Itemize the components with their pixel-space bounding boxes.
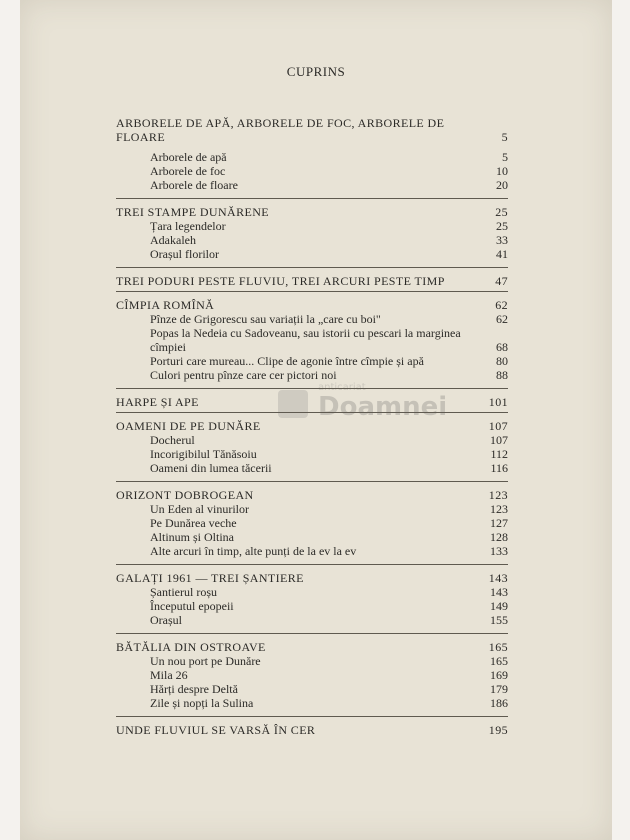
toc-section bbox=[116, 274, 508, 288]
toc-page-number: 80 bbox=[496, 354, 508, 368]
toc-subsection bbox=[116, 682, 508, 696]
toc-subsection-list bbox=[116, 219, 508, 261]
toc-page-number: 47 bbox=[495, 274, 508, 288]
toc-subsection bbox=[116, 150, 508, 164]
toc-section-title: HARPE ȘI APE bbox=[116, 395, 199, 409]
section-divider bbox=[116, 716, 508, 717]
toc-subsection-title: Incorigibilul Tănăsoiu bbox=[150, 447, 257, 461]
toc-subsection bbox=[116, 502, 508, 516]
toc-subsection-title: Pînze de Grigorescu sau variații la „care cu boi" bbox=[150, 312, 381, 326]
toc-subsection-title: Docherul bbox=[150, 433, 195, 447]
toc-section-title: TREI PODURI PESTE FLUVIU, TREI ARCURI PESTE TIMP bbox=[116, 274, 445, 288]
toc-page-number: 68 bbox=[496, 340, 508, 354]
section-divider bbox=[116, 633, 508, 634]
toc-subsection-title: Adakaleh bbox=[150, 233, 196, 247]
toc-subsection bbox=[116, 544, 508, 558]
toc-subsection bbox=[116, 447, 508, 461]
toc-page-number: 179 bbox=[490, 682, 508, 696]
toc-subsection-title: Alte arcuri în timp, alte punți de la ev la ev bbox=[150, 544, 357, 558]
toc-subsection bbox=[116, 233, 508, 247]
toc-subsection-list bbox=[116, 502, 508, 558]
toc-subsection bbox=[116, 696, 508, 710]
toc-section bbox=[116, 723, 508, 737]
toc-subsection bbox=[116, 312, 508, 326]
toc-page-number: 62 bbox=[495, 298, 508, 312]
toc-subsection-title: Orașul florilor bbox=[150, 247, 219, 261]
toc-subsection-title: Mila 26 bbox=[150, 668, 188, 682]
toc-subsection-list bbox=[116, 433, 508, 475]
toc-subsection-title: Un Eden al vinurilor bbox=[150, 502, 249, 516]
toc-page-number: 10 bbox=[496, 164, 508, 178]
toc-page-number: 25 bbox=[496, 219, 508, 233]
toc-subsection bbox=[116, 219, 508, 233]
toc-page-number: 62 bbox=[496, 312, 508, 326]
toc-subsection-title: Culori pentru pînze care cer pictori noi bbox=[150, 368, 337, 382]
toc-subsection bbox=[116, 354, 508, 368]
toc-subsection-title: Arborele de floare bbox=[150, 178, 238, 192]
toc-subsection-title: Șantierul roșu bbox=[150, 585, 217, 599]
book-page bbox=[20, 0, 612, 840]
toc-page-number: 149 bbox=[490, 599, 508, 613]
section-divider bbox=[116, 564, 508, 565]
toc-subsection-title: Începutul epopeii bbox=[150, 599, 234, 613]
toc-page-number: 5 bbox=[502, 150, 508, 164]
section-divider bbox=[116, 291, 508, 292]
toc-section-title: CÎMPIA ROMÎNĂ bbox=[116, 298, 215, 312]
toc-subsection bbox=[116, 585, 508, 599]
toc-section bbox=[116, 298, 508, 312]
toc-subsection bbox=[116, 368, 508, 382]
toc-section-title: GALAȚI 1961 — TREI ȘANTIERE bbox=[116, 571, 304, 585]
toc-page-number: 127 bbox=[490, 516, 508, 530]
toc-subsection-title: Oameni din lumea tăcerii bbox=[150, 461, 272, 475]
toc-subsection bbox=[116, 654, 508, 668]
watermark-top-text: anticariat bbox=[318, 382, 366, 393]
toc-section bbox=[116, 205, 508, 219]
toc-section-title: ARBORELE DE APĂ, ARBORELE DE FOC, ARBORELE DE FLOARE bbox=[116, 116, 445, 144]
toc-page-number: 5 bbox=[501, 130, 508, 144]
toc-page-number: 33 bbox=[496, 233, 508, 247]
toc-subsection bbox=[116, 613, 508, 627]
toc-subsection bbox=[116, 668, 508, 682]
toc-section bbox=[116, 395, 508, 409]
toc-subsection-title: Porturi care mureau... Clipe de agonie între cîmpie și apă bbox=[150, 354, 424, 368]
toc-section-title: ORIZONT DOBROGEAN bbox=[116, 488, 254, 502]
toc-page-number: 143 bbox=[490, 585, 508, 599]
section-divider bbox=[116, 412, 508, 413]
toc-subsection-list bbox=[116, 150, 508, 192]
toc-page-number: 165 bbox=[490, 654, 508, 668]
toc-subsection-title: Popas la Nedeia cu Sadoveanu, sau istorii cu pescari la marginea cîmpiei bbox=[150, 326, 461, 354]
toc-subsection-title: Arborele de foc bbox=[150, 164, 226, 178]
toc-page-number: 123 bbox=[490, 502, 508, 516]
toc-page-number: 107 bbox=[490, 433, 508, 447]
toc-page-number: 165 bbox=[488, 640, 508, 654]
toc-page-number: 112 bbox=[490, 447, 508, 461]
toc-page-number: 155 bbox=[490, 613, 508, 627]
toc-page-number: 116 bbox=[490, 461, 508, 475]
toc-page-number: 133 bbox=[490, 544, 508, 558]
toc-subsection bbox=[116, 178, 508, 192]
toc-subsection bbox=[116, 516, 508, 530]
toc-page-number: 20 bbox=[496, 178, 508, 192]
toc-page-number: 41 bbox=[496, 247, 508, 261]
toc-section-title: TREI STAMPE DUNĂRENE bbox=[116, 205, 270, 219]
toc-page-number: 123 bbox=[488, 488, 508, 502]
toc-section bbox=[116, 488, 508, 502]
toc-subsection bbox=[116, 164, 508, 178]
toc-subsection-title: Un nou port pe Dunăre bbox=[150, 654, 261, 668]
toc-page-number: 143 bbox=[488, 571, 508, 585]
toc-subsection bbox=[116, 461, 508, 475]
toc-subsection bbox=[116, 326, 508, 354]
section-divider bbox=[116, 198, 508, 199]
toc-subsection-title: Altinum și Oltina bbox=[150, 530, 234, 544]
page-title: CUPRINS bbox=[286, 64, 346, 79]
toc-page-number: 25 bbox=[495, 205, 508, 219]
section-divider bbox=[116, 481, 508, 482]
toc-subsection-list bbox=[116, 312, 508, 382]
toc-page-number: 195 bbox=[488, 723, 508, 737]
toc-subsection bbox=[116, 530, 508, 544]
section-divider bbox=[116, 388, 508, 389]
toc-section bbox=[116, 571, 508, 585]
toc-subsection-title: Țara legendelor bbox=[150, 219, 226, 233]
toc-subsection-title: Hărți despre Deltă bbox=[150, 682, 238, 696]
toc-subsection-list bbox=[116, 585, 508, 627]
toc-subsection-title: Arborele de apă bbox=[150, 150, 227, 164]
toc-page-number: 169 bbox=[490, 668, 508, 682]
toc-subsection bbox=[116, 247, 508, 261]
toc-page-number: 128 bbox=[490, 530, 508, 544]
toc-page-number: 186 bbox=[490, 696, 508, 710]
toc-page-number: 101 bbox=[488, 395, 508, 409]
toc-section-title: BĂTĂLIA DIN OSTROAVE bbox=[116, 640, 266, 654]
toc-subsection-title: Zile și nopți la Sulina bbox=[150, 696, 254, 710]
toc-section bbox=[116, 116, 508, 144]
toc-subsection bbox=[116, 433, 508, 447]
toc-section-title: UNDE FLUVIUL SE VARSĂ ÎN CER bbox=[116, 723, 316, 737]
toc-subsection-title: Orașul bbox=[150, 613, 182, 627]
toc-page-number: 88 bbox=[496, 368, 508, 382]
table-of-contents bbox=[116, 116, 508, 737]
toc-section-title: OAMENI DE PE DUNĂRE bbox=[116, 419, 261, 433]
watermark-brand-text: Doamnei bbox=[318, 392, 448, 422]
toc-page-number: 107 bbox=[488, 419, 508, 433]
toc-subsection-title: Pe Dunărea veche bbox=[150, 516, 237, 530]
toc-section bbox=[116, 640, 508, 654]
toc-subsection bbox=[116, 599, 508, 613]
toc-section bbox=[116, 419, 508, 433]
toc-subsection-list bbox=[116, 654, 508, 710]
section-divider bbox=[116, 267, 508, 268]
